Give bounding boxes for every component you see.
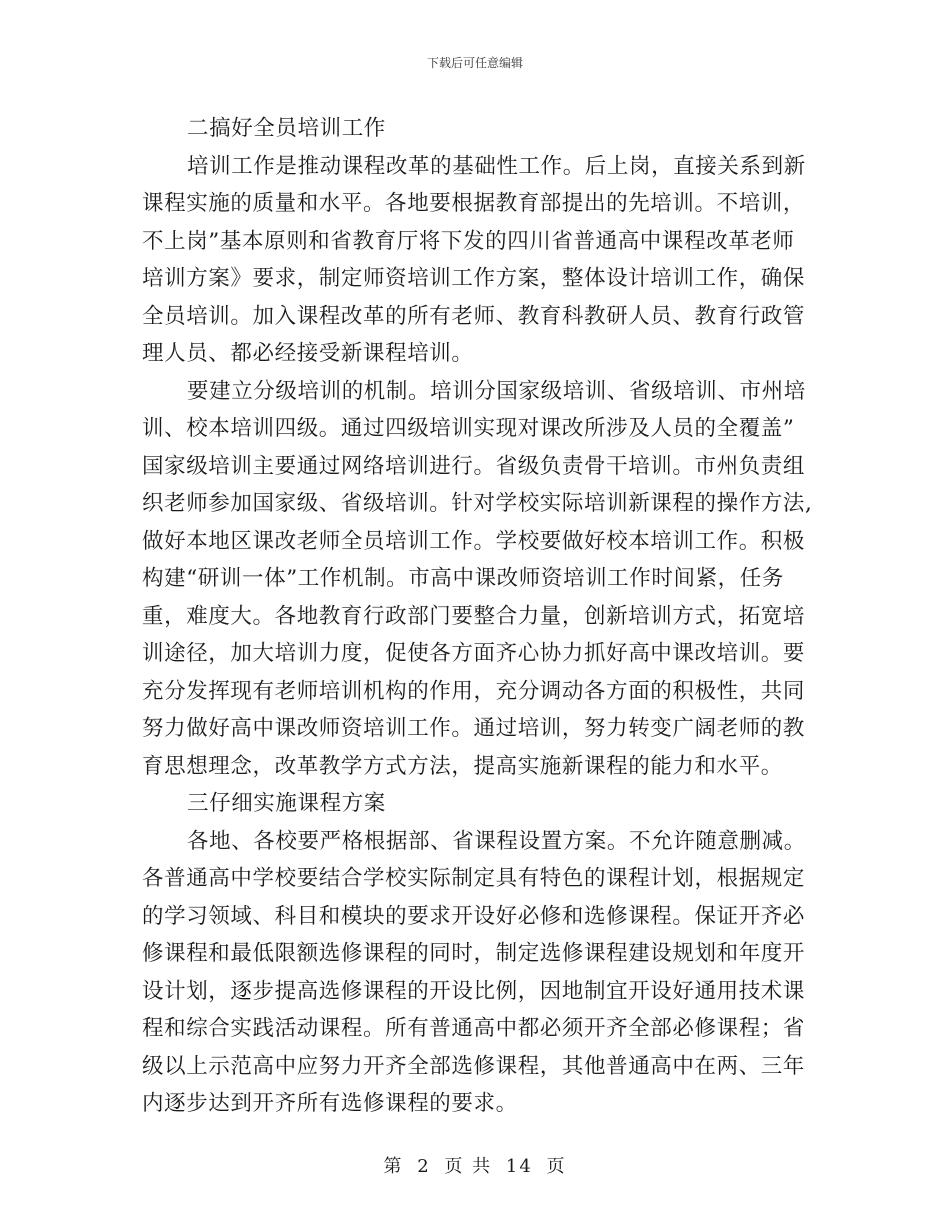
text-line: 内逐步达到开齐所有选修课程的要求。 xyxy=(142,1091,518,1116)
text-line: 三仔细实施课程方案 xyxy=(187,791,386,816)
footer-middle: 页 共 xyxy=(444,1156,493,1177)
text-line: 各地、各校要严格根据部、省课程设置方案。不允许随意删减。 xyxy=(187,828,806,854)
footer-page-number: 2 xyxy=(417,1156,431,1177)
text-line: 训、校本培训四级。通过四级培训实现对课改所涉及人员的全覆盖” xyxy=(142,416,795,441)
text-line: 努力做好高中课改师资培训工作。通过培训，努力转变广阔老师的教 xyxy=(142,716,806,741)
text-line: 级以上示范高中应努力开齐全部选修课程，其他普通高中在两、三年 xyxy=(142,1053,806,1079)
text-line: 各普通高中学校要结合学校实际制定具有特色的课程计划，根据规定 xyxy=(142,866,806,891)
header-note: 下载后可任意编辑 xyxy=(426,56,523,70)
text-line: 修课程和最低限额选修课程的同时，制定选修课程建设规划和年度开 xyxy=(142,941,806,966)
text-line: 的学习领域、科目和模块的要求开设好必修和选修课程。保证开齐必 xyxy=(142,903,806,929)
footer-suffix: 页 xyxy=(546,1156,567,1177)
text-line: 不上岗”基本原则和省教育厅将下发的四川省普通高中课程改革老师 xyxy=(142,228,795,254)
text-line: 国家级培训主要通过网络培训进行。省级负责骨干培训。市州负责组 xyxy=(142,453,806,479)
text-line: 做好本地区课改老师全员培训工作。学校要做好校本培训工作。积极 xyxy=(142,528,806,554)
text-line: 要建立分级培训的机制。培训分国家级培训、省级培训、市州培 xyxy=(187,378,806,404)
text-line: 训途径，加大培训力度，促使各方面齐心协力抓好高中课改培训。要 xyxy=(142,641,806,666)
text-line: 织老师参加国家级、省级培训。针对学校实际培训新课程的操作方法, xyxy=(142,491,813,516)
text-line: 重，难度大。各地教育行政部门要整合力量，创新培训方式，拓宽培 xyxy=(142,603,806,629)
text-line: 设计划，逐步提高选修课程的开设比例，因地制宜开设好通用技术课 xyxy=(142,978,806,1004)
footer-total-pages: 14 xyxy=(505,1156,533,1177)
text-line: 培训方案》要求，制定师资培训工作方案，整体设计培训工作，确保 xyxy=(142,266,806,291)
footer-prefix: 第 xyxy=(383,1156,404,1177)
text-line: 理人员、都必经接受新课程培训。 xyxy=(142,341,474,366)
text-line: 充分发挥现有老师培训机构的作用，充分调动各方面的积极性，共同 xyxy=(142,678,806,704)
text-line: 程和综合实践活动课程。所有普通高中都必须开齐全部必修课程；省 xyxy=(142,1016,806,1041)
text-line: 育思想理念，改革教学方式方法，提高实施新课程的能力和水平。 xyxy=(142,753,783,779)
page-footer xyxy=(0,1152,950,1178)
document-body xyxy=(142,110,813,1123)
text-line: 二搞好全员培训工作 xyxy=(187,116,386,141)
text-line: 课程实施的质量和水平。各地要根据教育部提出的先培训。不培训， xyxy=(142,191,806,216)
text-line: 构建“研训一体”工作机制。市高中课改师资培训工作时间紧，任务 xyxy=(142,566,784,591)
text-line: 培训工作是推动课程改革的基础性工作。后上岗，直接关系到新 xyxy=(187,153,806,179)
text-line: 全员培训。加入课程改革的所有老师、教育科教研人员、教育行政管 xyxy=(142,303,806,329)
